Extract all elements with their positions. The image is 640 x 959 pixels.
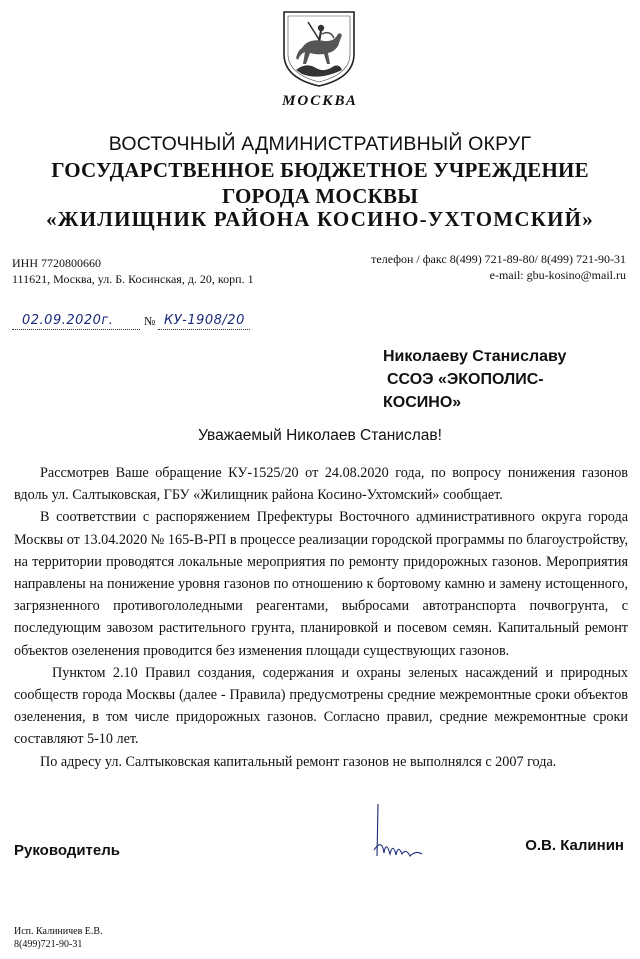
addressee-org-line2: КОСИНО» <box>383 394 462 411</box>
moscow-coat-of-arms-icon <box>278 8 360 88</box>
letterhead-org-type: ГОСУДАРСТВЕННОЕ БЮДЖЕТНОЕ УЧРЕЖДЕНИЕ <box>51 158 589 182</box>
date-underline <box>12 329 140 330</box>
letter-body <box>14 462 628 773</box>
address-text: 111621, Москва, ул. Б. Косинская, д. 20, корп. 1 <box>12 272 254 286</box>
executor-block <box>14 925 103 951</box>
executor-name: Исп. Калиничев Е.В. <box>14 926 103 937</box>
number-underline <box>158 329 250 330</box>
signer-title: Руководитель <box>14 842 120 859</box>
body-paragraph-2: В соответствии с распоряжением Префектуры Восточного административного округа города Москвы от 13.04.2020 № 165-В-РП в процессе реализации городской программы по благоустройству, на территории проводятся локальные мероприятия по ремонту придорожных газонов. Мероприятия направлены на понижение уровня газонов по отношению к бортовому камню и замену истощенного, загрязненного противогололедными реагентами, выбросами автотранспорта почвогрунта, с последующим завозом растительного грунта, планировкой и посевом семян. Капитальный ремонт объектов озеленения проводится без изменения площади существующих газонов. <box>14 509 628 659</box>
registration-number-label: № <box>144 314 156 328</box>
executor-phone: 8(499)721-90-31 <box>14 939 83 950</box>
letterhead-city: ГОРОДА МОСКВЫ <box>221 184 419 208</box>
body-paragraph-3: Пунктом 2.10 Правил создания, содержания и охраны зеленых насаждений и природных сообществ города Москвы (далее - Правила) предусмотрены средние межремонтные сроки объектов озеленения, в том числе придорожных газонов. Согласно правил, средние межремонтные сроки составляют 5-10 лет. <box>14 664 628 748</box>
emblem-city-word: МОСКВА <box>282 93 358 109</box>
letterhead-district: ВОСТОЧНЫЙ АДМИНИСТРАТИВНЫЙ ОКРУГ <box>108 133 532 155</box>
handwritten-signature-icon <box>360 798 450 863</box>
body-paragraph-4: По адресу ул. Салтыковская капитальный ремонт газонов не выполнялся с 2007 года. <box>40 753 557 770</box>
requisites-left <box>12 255 254 287</box>
addressee-name: Николаеву Станиславу <box>383 348 567 365</box>
registration-number: КУ-1908/20 <box>164 313 245 328</box>
signer-name: О.В. Калинин <box>525 837 624 854</box>
requisites-right <box>371 251 626 283</box>
email-text: e-mail: gbu-kosino@mail.ru <box>489 268 626 282</box>
registration-line <box>12 313 252 335</box>
inn-text: ИНН 7720800660 <box>12 256 101 270</box>
addressee-block <box>383 345 633 414</box>
body-paragraph-1: Рассмотрев Ваше обращение КУ-1525/20 от 24.08.2020 года, по вопросу понижения газонов вдоль ул. Салтыковская, ГБУ «Жилищник района Косино-Ухтомский» сообщает. <box>14 465 628 504</box>
addressee-org-line1: ССОЭ «ЭКОПОЛИС- <box>387 371 544 388</box>
letterhead-org-name: «ЖИЛИЩНИК РАЙОНА КОСИНО-УХТОМСКИЙ» <box>46 207 594 231</box>
salutation: Уважаемый Николаев Станислав! <box>198 427 442 444</box>
phone-text: телефон / факс 8(499) 721-89-80/ 8(499) 721-90-31 <box>371 252 626 266</box>
registration-date: 02.09.2020г. <box>22 313 114 328</box>
